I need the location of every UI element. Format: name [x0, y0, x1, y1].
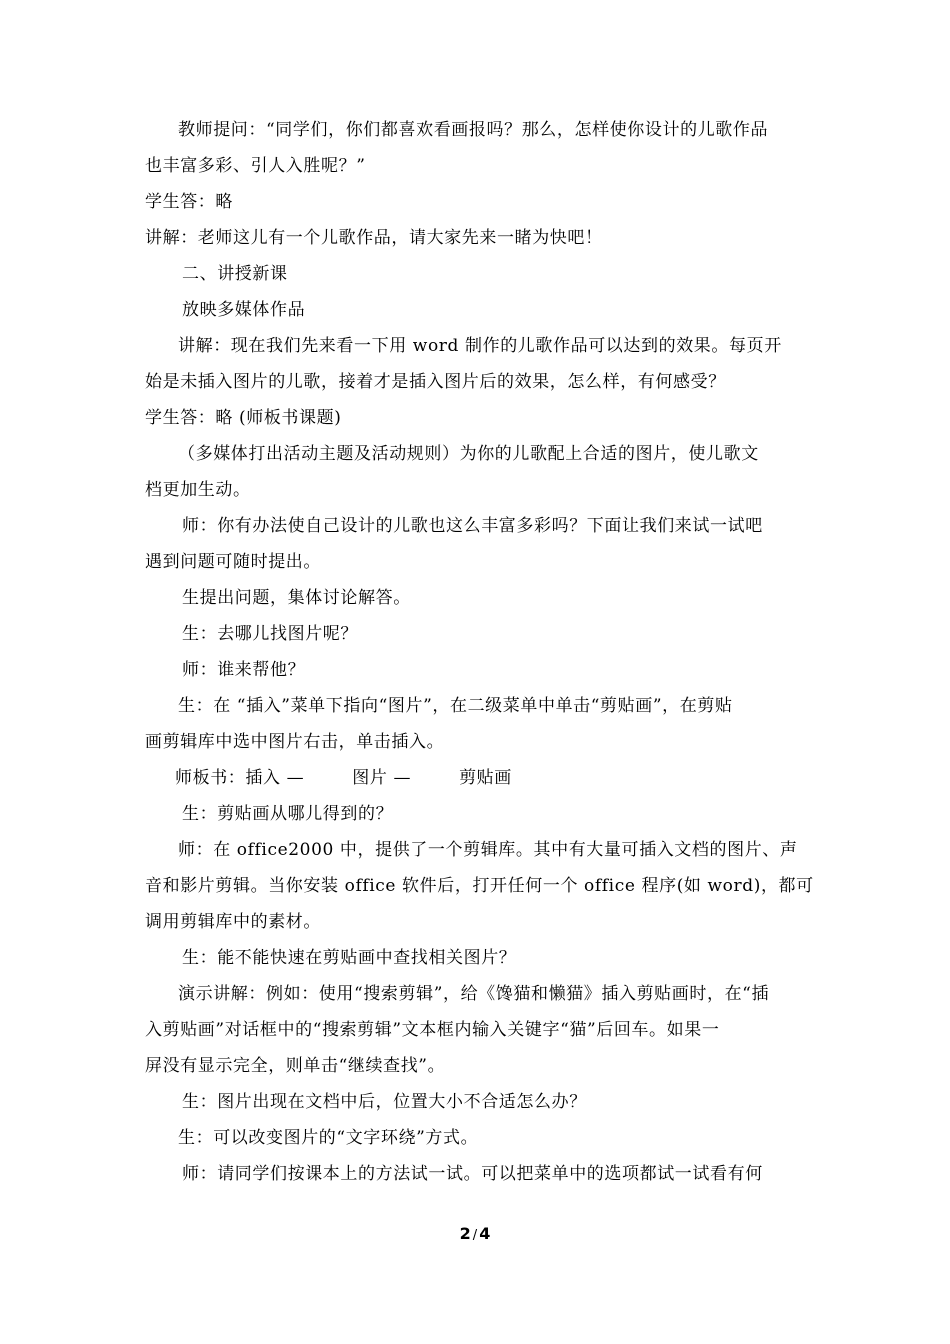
text-line: 师：谁来帮他？ — [182, 660, 306, 680]
text-line: 放映多媒体作品 — [182, 300, 306, 320]
text-line: 师：你有办法使自己设计的儿歌也这么丰富多彩吗？下面让我们来试一试吧 — [182, 516, 763, 536]
text-line: 也丰富多彩、引人入胜呢？” — [145, 156, 366, 176]
text-line: 始是未插入图片的儿歌，接着才是插入图片后的效果，怎么样，有何感受？ — [145, 372, 726, 392]
text-line: 师：在 office2000 中，提供了一个剪辑库。其中有大量可插入文档的图片、声 — [178, 840, 798, 860]
text-line: 生提出问题，集体讨论解答。 — [182, 588, 411, 608]
page-separator: / — [472, 1228, 478, 1243]
text-line: 入剪贴画”对话框中的“搜索剪辑”文本框内输入关键字“猫”后回车。如果一 — [145, 1020, 720, 1040]
section-heading: 二、讲授新课 — [182, 264, 288, 284]
text-line: 生：图片出现在文档中后，位置大小不合适怎么办？ — [182, 1092, 587, 1112]
text-line: 师板书：插入 — 图片 — 剪贴画 — [175, 768, 512, 788]
text-line: 教师提问：“同学们，你们都喜欢看画报吗？那么，怎样使你设计的儿歌作品 — [178, 120, 769, 140]
text-line: 调用剪辑库中的素材。 — [145, 912, 321, 932]
text-line: 生：去哪儿找图片呢？ — [182, 624, 358, 644]
text-line: （多媒体打出活动主题及活动规则）为你的儿歌配上合适的图片，使儿歌文 — [178, 444, 759, 464]
text-line: 师：请同学们按课本上的方法试一试。可以把菜单中的选项都试一试看有何 — [182, 1164, 763, 1184]
text-line: 音和影片剪辑。当你安装 office 软件后，打开任何一个 office 程序(如 word)，都可 — [145, 876, 814, 896]
text-line: 生：能不能快速在剪贴画中查找相关图片？ — [182, 948, 517, 968]
text-line: 讲解：老师这儿有一个儿歌作品，请大家先来一睹为快吧！ — [145, 228, 603, 248]
text-line: 档更加生动。 — [145, 480, 251, 500]
total-pages: 4 — [479, 1224, 491, 1243]
text-line: 画剪辑库中选中图片右击，单击插入。 — [145, 732, 445, 752]
text-line: 学生答：略 — [145, 192, 233, 212]
text-line: 讲解：现在我们先来看一下用 word 制作的儿歌作品可以达到的效果。每页开 — [178, 336, 782, 356]
text-line: 遇到问题可随时提出。 — [145, 552, 321, 572]
text-line: 学生答：略 (师板书课题) — [145, 408, 342, 428]
page-number — [0, 1224, 950, 1246]
current-page: 2 — [459, 1224, 471, 1243]
text-line: 生：可以改变图片的“文字环绕”方式。 — [178, 1128, 479, 1148]
text-line: 屏没有显示完全，则单击“继续查找”。 — [145, 1056, 446, 1076]
text-line: 演示讲解：例如：使用“搜索剪辑”，给《馋猫和懒猫》插入剪贴画时，在“插 — [178, 984, 770, 1004]
text-line: 生：在 “插入”菜单下指向“图片”，在二级菜单中单击“剪贴画”，在剪贴 — [178, 696, 733, 716]
text-line: 生：剪贴画从哪儿得到的？ — [182, 804, 394, 824]
